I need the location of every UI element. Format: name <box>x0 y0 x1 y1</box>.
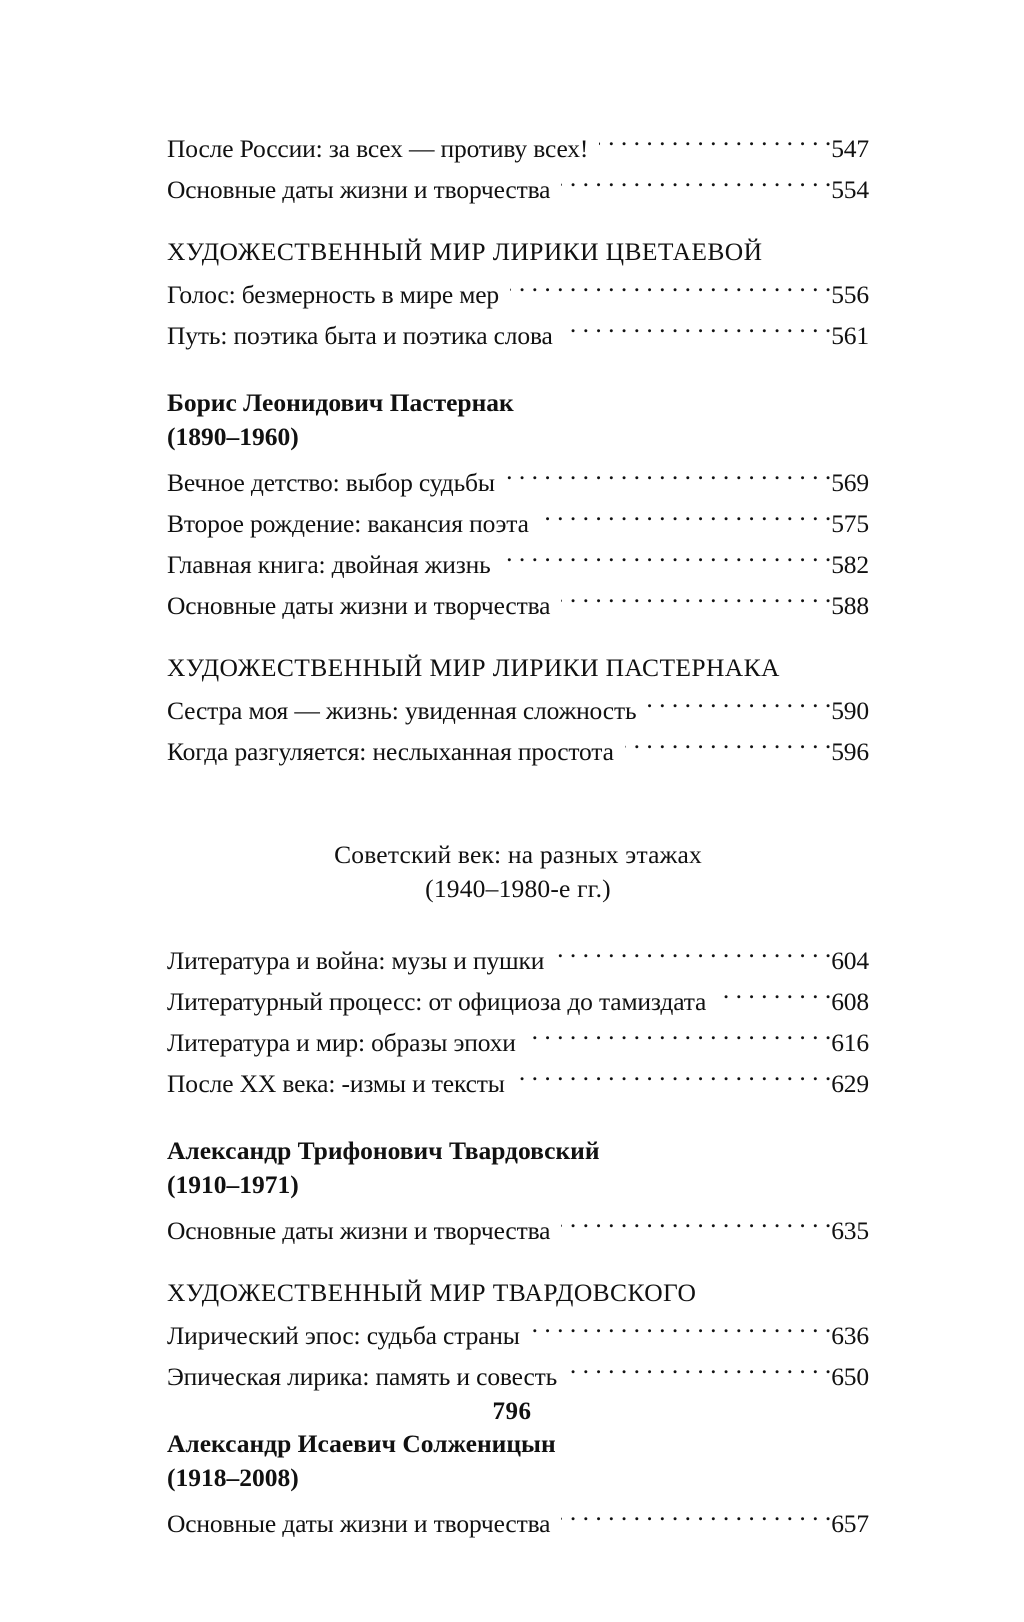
toc-entry[interactable] <box>167 1356 869 1397</box>
toc-dot-leader <box>555 944 831 970</box>
toc-entry[interactable] <box>167 1315 869 1356</box>
toc-author-heading <box>167 1134 869 1202</box>
toc-entry-title: Голос: безмерность в мире мер <box>167 280 499 309</box>
toc-entry[interactable] <box>167 731 869 772</box>
toc-entry[interactable] <box>167 274 869 315</box>
toc-entry[interactable] <box>167 503 869 544</box>
toc-part-title-line1: Советский век: на разных этажах <box>334 840 702 869</box>
toc-entry-title: Литература и мир: образы эпохи <box>167 1028 516 1057</box>
toc-entry[interactable] <box>167 1503 869 1544</box>
toc-entry-group <box>167 128 869 210</box>
toc-entry[interactable] <box>167 981 869 1022</box>
toc-entry-page-number: 604 <box>831 946 869 975</box>
toc-entry-title: Путь: поэтика быта и поэтика слова <box>167 321 553 350</box>
toc-entry-page-number: 635 <box>831 1216 869 1245</box>
toc-entry-title: Основные даты жизни и творчества <box>167 1216 551 1245</box>
toc-entry-page-number: 608 <box>831 987 869 1016</box>
toc-entry[interactable] <box>167 585 869 626</box>
toc-dot-leader <box>717 985 831 1011</box>
toc-entry-group <box>167 940 869 1104</box>
toc-entry[interactable] <box>167 940 869 981</box>
toc-entry-page-number: 575 <box>831 509 869 538</box>
toc-entry-group <box>167 1210 869 1251</box>
toc-entry-group <box>167 274 869 356</box>
toc-dot-leader <box>531 1319 831 1345</box>
toc-dot-leader <box>625 735 831 761</box>
toc-dot-leader <box>561 173 831 199</box>
toc-entry-title: После России: за всех — противу всех! <box>167 134 589 163</box>
toc-entry-page-number: 588 <box>831 591 869 620</box>
toc-dot-leader <box>510 278 831 304</box>
toc-author-name: Александр Трифонович Твардовский <box>167 1136 600 1165</box>
toc-entry-title: Литература и война: музы и пушки <box>167 946 545 975</box>
toc-author-heading <box>167 1427 869 1495</box>
toc-dot-leader <box>568 1360 831 1386</box>
toc-author-name: Борис Леонидович Пастернак <box>167 388 514 417</box>
toc-entry-title: Лирический эпос: судьба страны <box>167 1321 520 1350</box>
toc-entry-title: Когда разгуляется: неслыханная простота <box>167 737 614 766</box>
toc-entry-page-number: 596 <box>831 737 869 766</box>
toc-entry-page-number: 569 <box>831 468 869 497</box>
toc-dot-leader <box>527 1026 831 1052</box>
toc-section-heading: ХУДОЖЕСТВЕННЫЙ МИР ЛИРИКИ ЦВЕТАЕВОЙ <box>167 237 763 266</box>
toc-entry-title: Главная книга: двойная жизнь <box>167 550 491 579</box>
toc-entry-group <box>167 1315 869 1397</box>
toc-author-years: (1890–1960) <box>167 422 299 451</box>
toc-author-name: Александр Исаевич Солженицын <box>167 1429 556 1458</box>
toc-dot-leader <box>506 466 831 492</box>
toc-author-years: (1918–2008) <box>167 1463 299 1492</box>
page-folio-number: 796 <box>492 1398 532 1425</box>
toc-dot-leader <box>561 1507 831 1533</box>
toc-entry-title: Основные даты жизни и творчества <box>167 175 551 204</box>
toc-entry-page-number: 582 <box>831 550 869 579</box>
toc-entry-title: Основные даты жизни и творчества <box>167 1509 551 1538</box>
table-of-contents <box>167 128 869 1544</box>
toc-entry-title: Литературный процесс: от официоза до тамиздата <box>167 987 707 1016</box>
toc-entry-title: После XX века: -измы и тексты <box>167 1069 505 1098</box>
toc-entry-page-number: 650 <box>831 1362 869 1391</box>
toc-dot-leader <box>564 319 832 345</box>
toc-entry[interactable] <box>167 1063 869 1104</box>
toc-entry-title: Сестра моя — жизнь: увиденная сложность <box>167 696 637 725</box>
toc-dot-leader <box>599 132 831 158</box>
toc-section-heading: ХУДОЖЕСТВЕННЫЙ МИР ТВАРДОВСКОГО <box>167 1278 697 1307</box>
toc-section-heading: ХУДОЖЕСТВЕННЫЙ МИР ЛИРИКИ ПАСТЕРНАКА <box>167 653 780 682</box>
toc-entry-page-number: 547 <box>831 134 869 163</box>
toc-entry-title: Основные даты жизни и творчества <box>167 591 551 620</box>
toc-entry-group <box>167 690 869 772</box>
toc-dot-leader <box>502 548 832 574</box>
toc-entry-page-number: 554 <box>831 175 869 204</box>
toc-entry-page-number: 616 <box>831 1028 869 1057</box>
toc-dot-leader <box>561 1214 831 1240</box>
toc-author-years: (1910–1971) <box>167 1170 299 1199</box>
toc-entry[interactable] <box>167 690 869 731</box>
toc-entry[interactable] <box>167 544 869 585</box>
toc-entry-title: Вечное детство: выбор судьбы <box>167 468 495 497</box>
toc-dot-leader <box>647 694 831 720</box>
toc-entry[interactable] <box>167 128 869 169</box>
toc-entry[interactable] <box>167 462 869 503</box>
toc-entry-page-number: 561 <box>831 321 869 350</box>
toc-entry-title: Второе рождение: вакансия поэта <box>167 509 529 538</box>
toc-part-title-line2: (1940–1980-е гг.) <box>425 874 611 903</box>
toc-entry-page-number: 629 <box>831 1069 869 1098</box>
toc-entry-page-number: 657 <box>831 1509 869 1538</box>
toc-dot-leader <box>516 1067 831 1093</box>
toc-entry[interactable] <box>167 315 869 356</box>
toc-entry-group <box>167 1503 869 1544</box>
toc-entry-page-number: 556 <box>831 280 869 309</box>
toc-entry[interactable] <box>167 169 869 210</box>
toc-entry-page-number: 636 <box>831 1321 869 1350</box>
toc-author-heading <box>167 386 869 454</box>
toc-entry-page-number: 590 <box>831 696 869 725</box>
toc-dot-leader <box>561 589 831 615</box>
toc-dot-leader <box>540 507 831 533</box>
toc-entry-title: Эпическая лирика: память и совесть <box>167 1362 558 1391</box>
toc-entry[interactable] <box>167 1210 869 1251</box>
toc-entry[interactable] <box>167 1022 869 1063</box>
toc-part-title <box>167 838 869 906</box>
toc-entry-group <box>167 462 869 626</box>
